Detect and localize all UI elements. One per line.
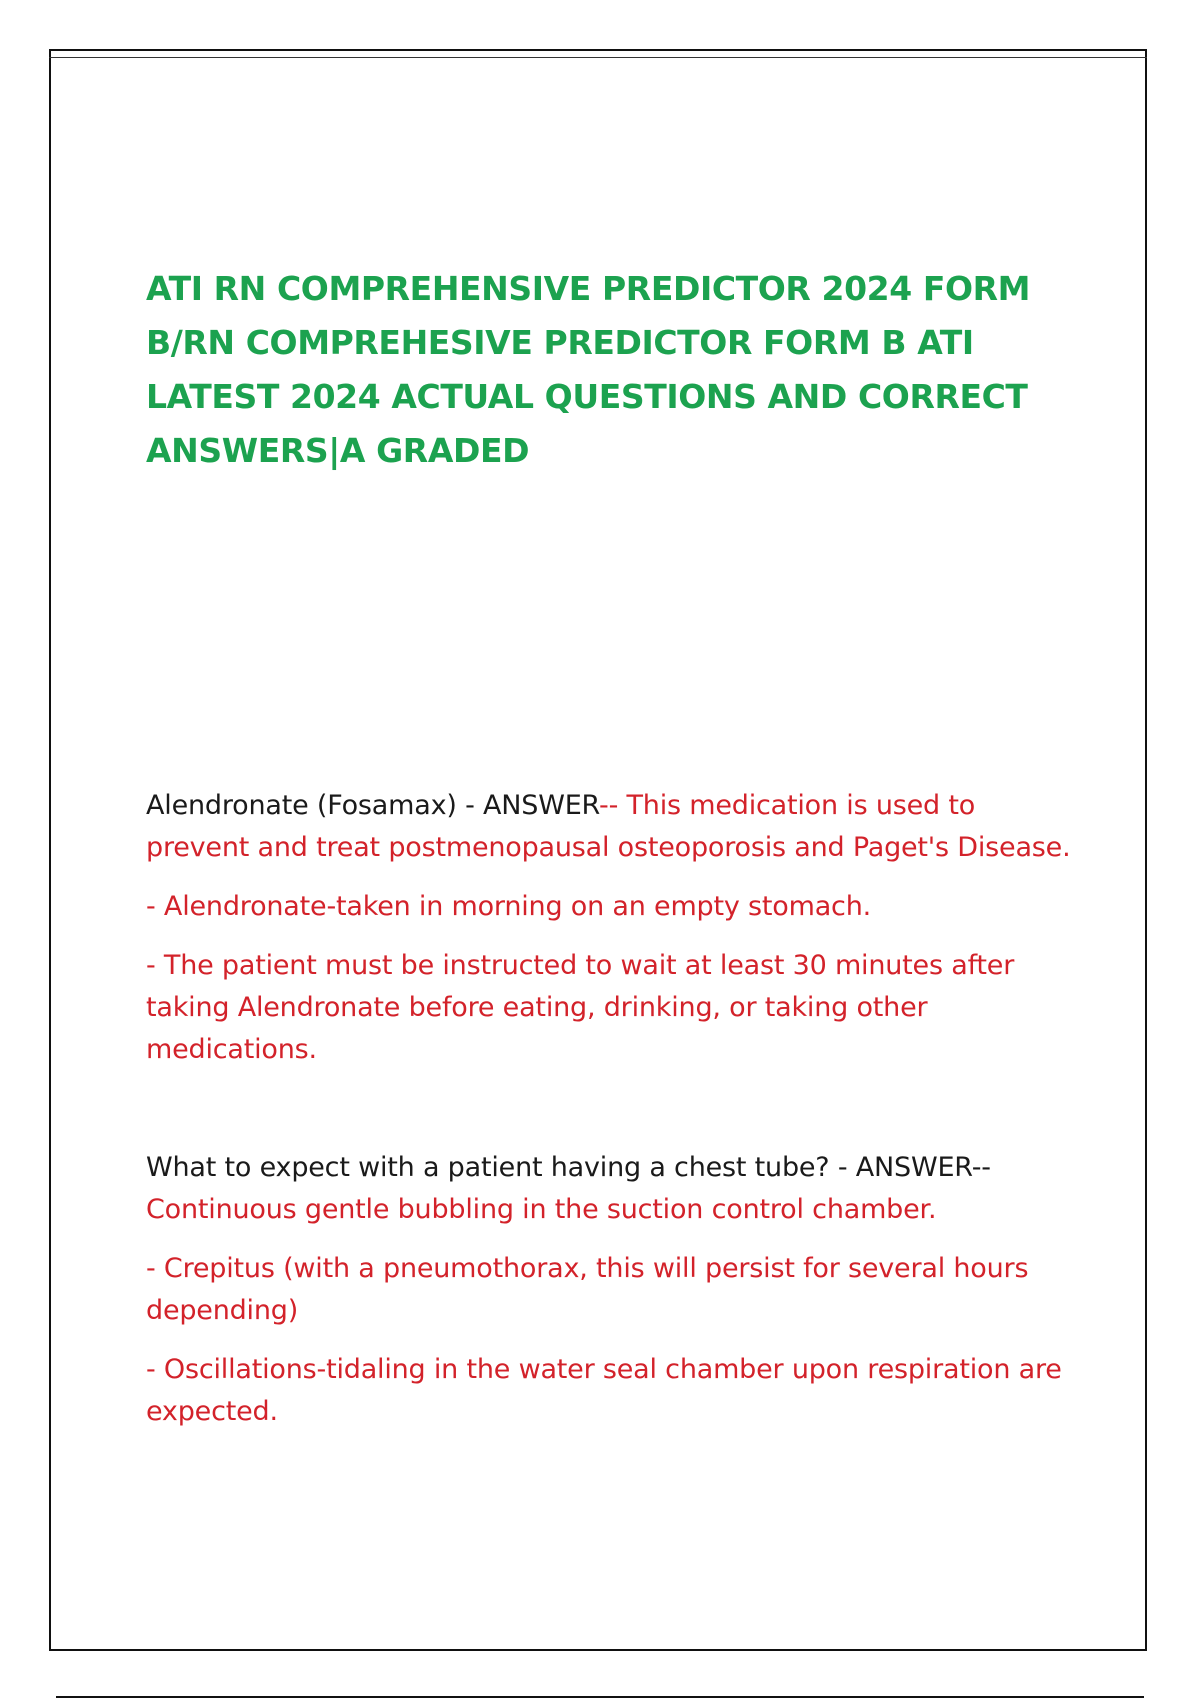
answer-point: - Crepitus (with a pneumothorax, this will persist for several hours depending) — [146, 1253, 1029, 1326]
answer-lead-text: Continuous gentle bubbling in the suction control chamber. — [146, 1194, 937, 1225]
document-title: ATI RN COMPREHENSIVE PREDICTOR 2024 FORM B/RN COMPREHESIVE PREDICTOR FORM B ATI LATEST 2024 ACTUAL QUESTIONS AND CORRECT ANSWERS|A GRADED — [146, 269, 1031, 470]
qa-question-paragraph — [146, 785, 1076, 869]
question-text: What to expect with a patient having a chest tube? - ANSWER-- — [146, 1152, 991, 1183]
answer-point: - The patient must be instructed to wait at least 30 minutes after taking Alendronate before eating, drinking, or taking other medications. — [146, 950, 1015, 1065]
bottom-rule — [56, 1696, 1144, 1698]
answer-point: - Alendronate-taken in morning on an empty stomach. — [146, 891, 871, 922]
qa-question-paragraph — [146, 1147, 1076, 1231]
answer-point: - Oscillations-tidaling in the water seal chamber upon respiration are expected. — [146, 1354, 1062, 1427]
question-text: Alendronate (Fosamax) - ANSWER — [146, 790, 600, 821]
qa-item-chest-tube — [146, 1147, 1076, 1450]
qa-item-alendronate — [146, 785, 1076, 1088]
answer-lead-text: -- This medication is used to prevent and treat postmenopausal osteoporosis and Paget's Disease. — [146, 790, 1071, 863]
page-frame-top-rule — [49, 57, 1147, 58]
